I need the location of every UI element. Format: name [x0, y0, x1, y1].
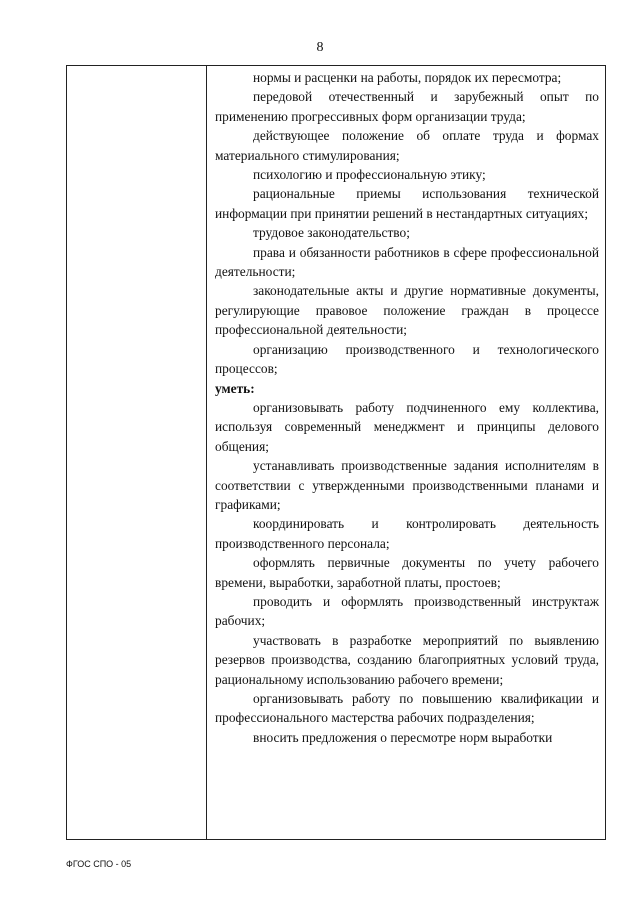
footer-standard-code: ФГОС СПО - 05: [66, 859, 132, 869]
knowledge-item: нормы и расценки на работы, порядок их пересмотра;: [253, 70, 562, 85]
skill-item: оформлять первичные документы по учету рабочего времени, выработки, заработной платы, простоев;: [215, 555, 599, 590]
skill-item: организовывать работу подчиненного ему коллектива, используя современный менеджмент и принципы делового общения;: [215, 399, 599, 454]
knowledge-item: психологию и профессиональную этику;: [253, 167, 486, 183]
knowledge-item: трудовое законодательство;: [253, 225, 410, 241]
skill-item: участвовать в разработке мероприятий по выявлению резервов производства, созданию благоприятных условий труда, рациональному использованию рабочего времени;: [215, 632, 599, 687]
knowledge-item: действующее положение об оплате труда и формах материального стимулирования;: [215, 128, 599, 163]
skill-item: координировать и контролировать деятельность производственного персонала;: [215, 516, 599, 551]
skill-item: проводить и оформлять производственный инструктаж рабочих;: [215, 593, 599, 629]
knowledge-item: права и обязанности работников в сфере профессиональной деятельности;: [215, 244, 599, 280]
knowledge-item: передовой отечественный и зарубежный опыт по применению прогрессивных форм организации труда;: [215, 89, 599, 124]
knowledge-item: организацию производственного и технологического процессов;: [215, 341, 599, 377]
table-right-column: [207, 66, 605, 839]
knowledge-item: законодательные акты и другие нормативные документы, регулирующие правовое положение граждан в процессе профессиональной деятельности;: [215, 283, 599, 338]
page-number: 8: [316, 40, 324, 55]
knowledge-item: рациональные приемы использования технической информации при принятии решений в нестандартных ситуациях;: [215, 186, 599, 221]
skill-item: устанавливать производственные задания исполнителям в соответствии с утвержденными производственными планами и графиками;: [215, 458, 599, 512]
skills-heading: уметь:: [215, 380, 255, 396]
skill-item: организовывать работу по повышению квалификации и профессионального мастерства рабочих подразделения;: [215, 691, 599, 726]
content-table: [66, 65, 606, 840]
table-left-column: [67, 66, 207, 839]
skill-item: вносить предложения о пересмотре норм выработки: [253, 729, 553, 745]
